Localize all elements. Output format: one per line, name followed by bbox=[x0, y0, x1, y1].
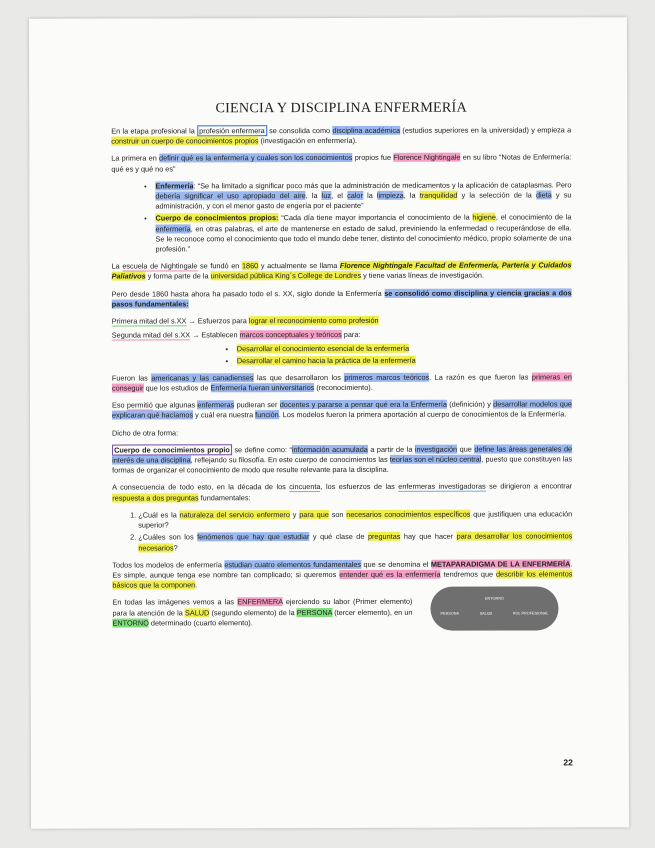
text: y tiene varias líneas de investigación. bbox=[361, 271, 485, 281]
text: (tercer elemento), en un bbox=[332, 607, 413, 617]
highlight: información acumulada bbox=[291, 444, 368, 454]
underline: permitió bbox=[126, 400, 153, 410]
text: y actualmente se llama bbox=[258, 261, 340, 271]
highlight: calor bbox=[347, 190, 363, 200]
text: → Establecen bbox=[190, 330, 240, 340]
text: hay que hacer bbox=[400, 531, 457, 542]
text: fundamentales: bbox=[198, 492, 251, 503]
paragraph-primera-mitad bbox=[112, 315, 572, 326]
highlight: Desarrollar el conocimiento esencial de la enfermería bbox=[236, 344, 410, 354]
page-content bbox=[111, 99, 572, 635]
text: propios fue bbox=[352, 153, 394, 163]
text: , el bbox=[331, 190, 348, 201]
paragraph-nightingale bbox=[111, 153, 571, 175]
text: que los estudios de bbox=[143, 383, 211, 393]
underline: Primera mitad del s.XX bbox=[111, 316, 187, 326]
text: y la selección de la bbox=[457, 190, 536, 200]
questions-list bbox=[112, 509, 572, 553]
paragraph-segunda-mitad bbox=[112, 330, 572, 341]
highlight: SALUD bbox=[184, 607, 210, 617]
text: Eso bbox=[111, 400, 127, 410]
text: La primera en bbox=[111, 153, 160, 163]
question-item bbox=[138, 532, 572, 554]
text: ejerciendo su labor (Primer elemento) para la atención de la bbox=[112, 597, 413, 618]
highlight: limpieza bbox=[376, 190, 404, 200]
page-number: 22 bbox=[563, 757, 573, 768]
highlight: entender qué es la enfermería bbox=[339, 569, 441, 579]
highlight: Cuerpo de conocimientos propios: bbox=[155, 213, 279, 223]
highlight: higiene bbox=[472, 212, 496, 223]
text: (reconocimiento). bbox=[314, 382, 373, 393]
diagram-label: ROL PROFESIONAL bbox=[512, 611, 549, 616]
highlight: luz bbox=[321, 191, 332, 201]
highlight: 1860 bbox=[241, 261, 259, 271]
text: para: bbox=[341, 330, 361, 340]
text: son bbox=[328, 509, 347, 519]
highlight: Enfermería fueran universitarios bbox=[210, 383, 315, 393]
highlight: se consolidó como disciplina y ciencia gracias a dos pasos fundamentales: bbox=[111, 288, 572, 309]
text: . La razón es que fueron las bbox=[429, 372, 532, 382]
text: se dirigieron a encontrar bbox=[485, 481, 573, 492]
highlight: tranquilidad bbox=[419, 190, 458, 200]
highlight: necesarios conocimientos específicos bbox=[346, 509, 471, 519]
highlight: describir los elementos básicos que la componen bbox=[112, 569, 573, 590]
highlight: primeras en conseguir bbox=[111, 372, 572, 393]
text: ¿Cuáles son los bbox=[138, 532, 198, 542]
text: se fundó en bbox=[197, 261, 242, 271]
list-item bbox=[237, 344, 572, 355]
purpose-list bbox=[112, 344, 572, 367]
paragraph-siglo-xx bbox=[112, 288, 572, 310]
diagram-label: SALUD bbox=[479, 611, 493, 616]
highlight: ENFERMERA bbox=[237, 597, 283, 607]
text: y forma parte de la bbox=[145, 271, 211, 281]
text: pudieran ser bbox=[234, 400, 280, 410]
text: las que desarrollaron los bbox=[253, 372, 345, 383]
underline: escuela de Nightingale bbox=[122, 261, 198, 271]
definition-list bbox=[111, 180, 571, 255]
highlight: americanas y las canadienses bbox=[151, 373, 254, 383]
highlight: marcos conceptuales y teóricos bbox=[239, 330, 342, 340]
text: . Los modelos fueron la primera aportación al cuerpo de conocimientos de la Enfermería. bbox=[278, 409, 567, 420]
metaparadigm-diagram bbox=[430, 587, 558, 631]
text: a partir de la bbox=[367, 444, 415, 454]
metaparadigma-section bbox=[112, 597, 572, 629]
highlight: debería significar el uso apropiado del aire bbox=[155, 191, 306, 201]
text: “Cada día tiene mayor importancia el conocimiento de la bbox=[278, 213, 473, 223]
text: Fueron las bbox=[111, 373, 152, 383]
highlight: desarrollar modelos que explicaran qué hacíamos bbox=[111, 399, 572, 421]
paragraph-dicho: Dicho de otra forma: bbox=[112, 428, 179, 438]
highlight: Florence Nightingale Facultad de Enfermería, Partería y Cuidados Paliativos bbox=[111, 260, 572, 282]
text: ? bbox=[173, 542, 178, 552]
text: . bbox=[195, 580, 198, 590]
text: ¿Cuál es la bbox=[138, 510, 180, 520]
list-item bbox=[237, 355, 572, 366]
text: , reflejando su filosofía. En este cuerpo de conocimientos las bbox=[190, 454, 390, 465]
text: → Esfuerzos para bbox=[186, 316, 249, 326]
text: tendremos que bbox=[440, 569, 497, 579]
text: (definición) y bbox=[446, 399, 494, 409]
underline: enfermeras investigadoras bbox=[398, 482, 486, 492]
document-page bbox=[29, 17, 629, 829]
highlight: METAPARADIGMA DE LA ENFERMERÍA bbox=[430, 559, 571, 569]
text: La bbox=[111, 261, 123, 271]
text: se define como: “ bbox=[231, 444, 292, 455]
highlight: estudian cuatro elementos fundamentales bbox=[224, 559, 362, 569]
highlight: ENTORNO bbox=[112, 618, 149, 628]
highlight: Florence Nightingale bbox=[393, 153, 461, 163]
text: A consecuencia de todo esto, en la década de los bbox=[112, 482, 290, 493]
highlight: función bbox=[255, 410, 279, 420]
highlight: respuesta a dos preguntas bbox=[112, 493, 199, 503]
text: (segundo elemento) de la bbox=[209, 607, 297, 617]
paragraph-cuerpo-definicion bbox=[112, 444, 572, 476]
text: que se denomina el bbox=[361, 559, 431, 569]
paragraph-modelos bbox=[112, 400, 572, 422]
boxed-term: Cuerpo de conocimientos propio bbox=[112, 444, 232, 455]
text: , la bbox=[403, 190, 420, 200]
highlight: lograr el reconocimiento como profesión bbox=[248, 315, 379, 326]
text: , el conocimiento de la bbox=[495, 212, 572, 222]
highlight: primeros marcos teóricos bbox=[344, 372, 430, 382]
highlight: fenómenos que hay que estudiar bbox=[197, 532, 310, 542]
diagram-entorno-label: ENTORNO bbox=[484, 596, 504, 601]
diagram-labels bbox=[440, 609, 548, 619]
text: y su administración, y con el menor gasto de engería por el paciente” bbox=[155, 190, 572, 211]
highlight: enfermería bbox=[155, 223, 191, 234]
text: determinado (cuarto elemento). bbox=[148, 617, 253, 628]
text: En la etapa profesional la bbox=[111, 126, 198, 136]
highlight: para que bbox=[299, 509, 329, 519]
highlight: investigación bbox=[414, 444, 458, 454]
highlight: define las áreas generales de interés de una disciplina bbox=[112, 444, 573, 465]
text: En todas las imágenes vemos a las bbox=[112, 597, 238, 607]
highlight: Enfermería bbox=[155, 181, 194, 191]
paragraph-escuela bbox=[112, 261, 572, 283]
underline: cincuenta bbox=[289, 482, 321, 492]
highlight: Desarrollar el camino hacia la práctica de la enfermería bbox=[236, 355, 416, 365]
text: , la bbox=[305, 191, 322, 201]
highlight: profesión enfermera bbox=[197, 125, 267, 136]
paragraph-americanas bbox=[112, 372, 572, 394]
highlight: PERSONA bbox=[296, 607, 333, 617]
text: y bbox=[289, 509, 300, 519]
text: (investigación en enfermería). bbox=[258, 136, 358, 146]
text: que bbox=[457, 444, 475, 454]
text: , puesto que constituyen las formas de organizar el conocimiento de modo que resulte relevante para la disciplina. bbox=[112, 454, 573, 475]
text: la bbox=[362, 190, 377, 200]
page-title: CIENCIA Y DISCIPLINA ENFERMERÍA bbox=[215, 99, 467, 117]
highlight: enfermeras bbox=[197, 400, 235, 410]
text: y cuál era nuestra bbox=[193, 410, 256, 420]
diagram-label: PERSONA bbox=[440, 611, 460, 617]
bullet-enfermeria bbox=[155, 180, 571, 212]
paragraph-consecuencia bbox=[112, 482, 572, 504]
highlight: disciplina académica bbox=[332, 125, 401, 135]
text: . Es simple, aunque tenga ese nombre tan complicado; si queremos bbox=[112, 559, 573, 580]
text: , los esfuerzos de las bbox=[320, 482, 399, 492]
highlight: docentes y pararse a pensar qué era la Enfermería bbox=[279, 399, 447, 410]
highlight: naturaleza del servicio enfermero bbox=[179, 509, 290, 520]
text: en su libro “Notas de Enfermería: qué es y qué no es” bbox=[111, 152, 572, 174]
paragraph-elementos bbox=[112, 597, 412, 628]
highlight: para desarrollar los conocimientos necesarios bbox=[138, 531, 573, 552]
question-item bbox=[138, 509, 572, 531]
text: , en otras palabras, el arte de mantenerse en estado de salud, previniendo la enfermedad o recuperándose de ella. Se le reconoce como el conocimiento que todo el mundo debe tener, distinto del conocimiento médico, propio solamente de una profesión.” bbox=[155, 222, 572, 254]
text: Todos los modelos de enfermería bbox=[112, 559, 225, 570]
text: que justifiquen una educación superior? bbox=[138, 509, 573, 530]
highlight: construir un cuerpo de conocimientos propios bbox=[111, 136, 259, 146]
text: (estudios superiores en la universidad) y empieza a bbox=[400, 125, 572, 135]
paragraph-intro bbox=[111, 125, 571, 147]
text: que algunas bbox=[152, 400, 198, 410]
highlight: definir qué es la enfermería y cuales son los conocimientos bbox=[159, 153, 353, 163]
text: se consolida como bbox=[266, 125, 333, 136]
highlight: universidad pública King´s College de Londres bbox=[210, 271, 362, 281]
text: : “Se ha limitado a significar poco más que la administración de medicamentos y la aplicación de cataplasmas. Pero bbox=[193, 180, 572, 191]
highlight: dieta bbox=[535, 190, 552, 200]
text: y qué clase de bbox=[309, 532, 368, 542]
underline: Segunda mitad del s.XX bbox=[111, 330, 191, 340]
bullet-cuerpo bbox=[155, 213, 571, 255]
text: Pero desde 1860 hasta ahora ha pasado todo el s. XX, siglo donde la Enfermería bbox=[111, 288, 385, 299]
highlight: preguntas bbox=[367, 532, 401, 542]
highlight: teorías son el núcleo central bbox=[389, 454, 482, 464]
